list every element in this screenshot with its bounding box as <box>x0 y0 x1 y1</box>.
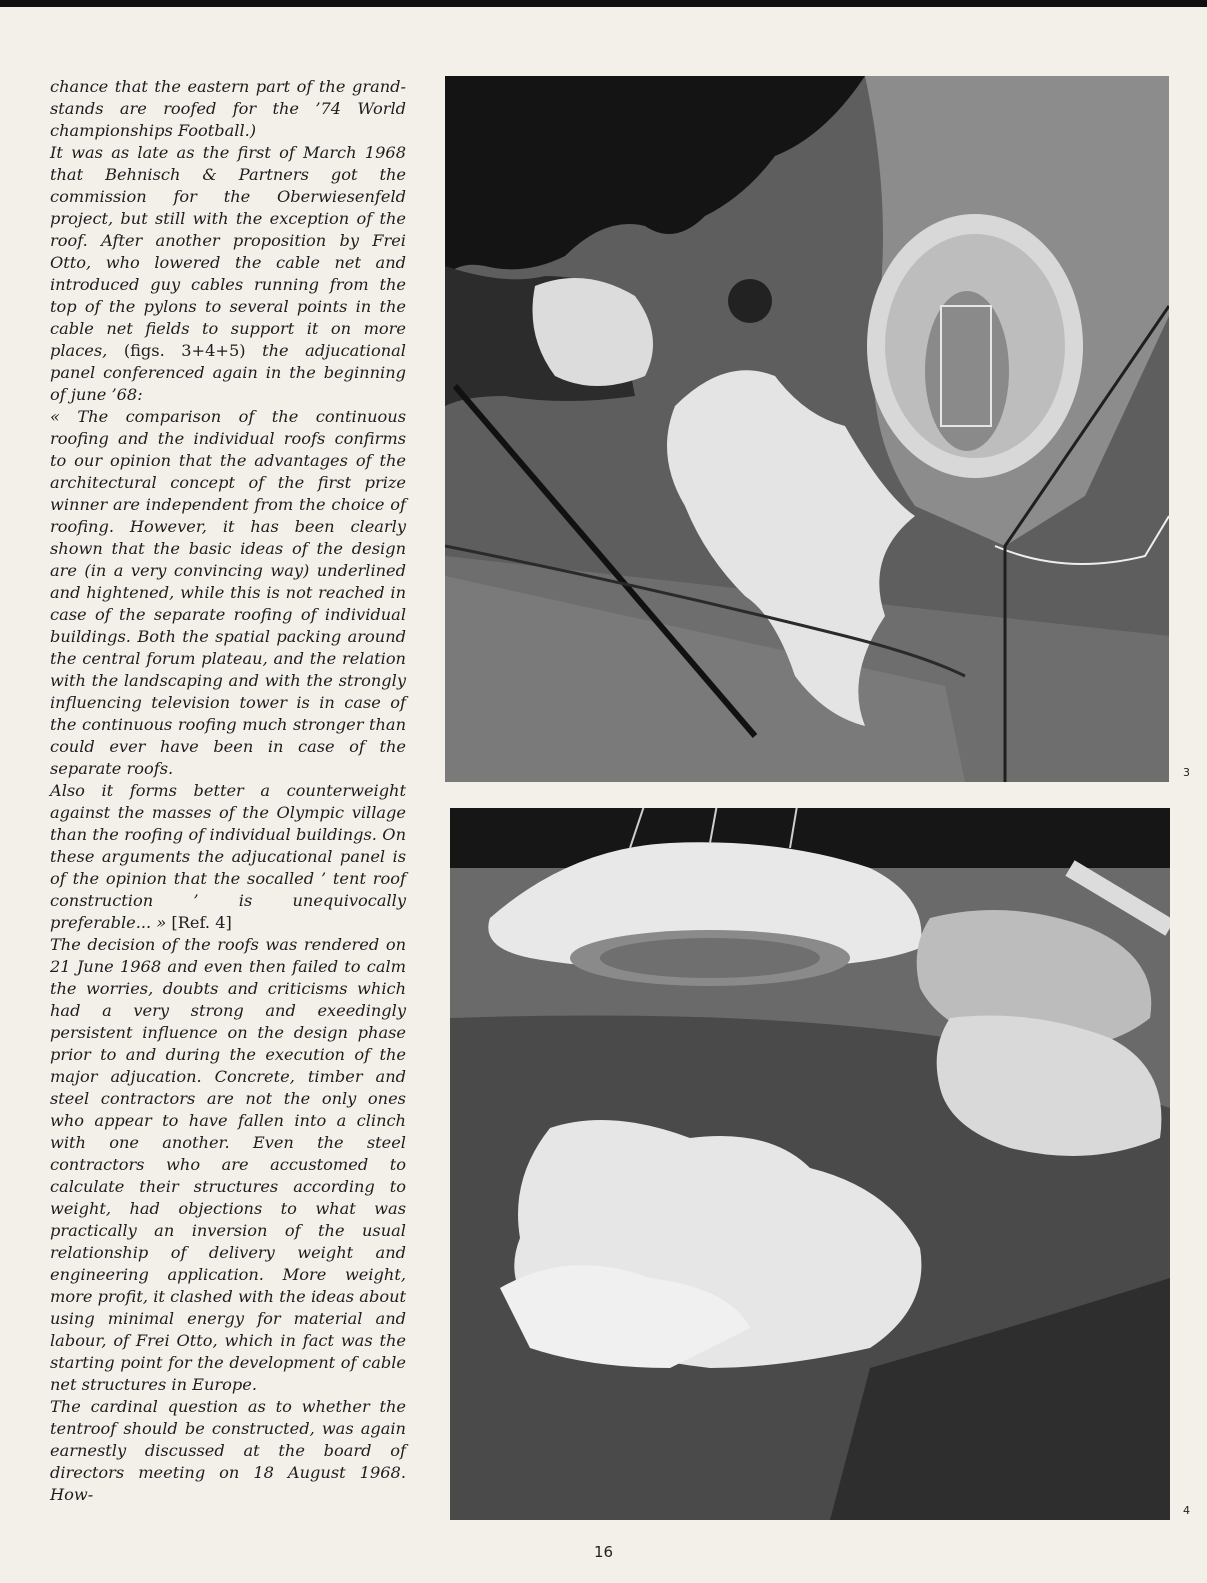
figure-3-aerial-model-photo <box>445 76 1169 782</box>
paragraph-1: chance that the eastern part of the grand-stands are roofed for the ’74 World championships Football.) <box>50 77 406 140</box>
paragraph-cardinal-question: The cardinal question as to whether the tentroof should be constructed, was again earnestly discussed at the board of directors meeting on 18 August 1968. How- <box>50 1397 406 1504</box>
quote-paragraph-2-text: Also it forms better a counterweight against the masses of the Olympic village than the roofing of individual buildings. On these arguments the adjucational panel is of the opinion that the socalled ’ tent roof construction ’ is unequivocally preferable... » <box>50 781 406 932</box>
figure-reference: (figs. 3+4+5) <box>123 341 246 360</box>
page-top-edge <box>0 0 1207 7</box>
paragraph-decision: The decision of the roofs was rendered on 21 June 1968 and even then failed to calm the worries, doubts and criticisms which had a very strong and exeedingly persistent influence on the design phase prior to and during the execution of the major adjucation. Concrete, timber and steel contractors are not the only ones who appear to have fallen into a clinch with one another. Even the steel contractors who are accustomed to calculate their structures according to weight, had objections to what was practically an inversion of the usual relationship of delivery weight and engineering application. More weight, more profit, it clashed with the ideas about using minimal energy for material and labour, of Frei Otto, which in fact was the starting point for the development of cable net structures in Europe. <box>50 935 406 1394</box>
figure-4-number: 4 <box>1183 1504 1190 1517</box>
figure-3-number: 3 <box>1183 766 1190 779</box>
quote-paragraph-2 <box>50 780 406 934</box>
quote-paragraph-1: « The comparison of the continuous roofing and the individual roofs confirms to our opinion that the advantages of the architectural concept of the first prize winner are independent from the choice of roofing. However, it has been clearly shown that the basic ideas of the design are (in a very convincing way) underlined and hightened, while this is not reached in case of the separate roofing of individual buildings. Both the spatial packing around the central forum plateau, and the relation with the landscaping and with the strongly influencing television tower is in case of the continuous roofing much stronger than could ever have been in case of the separate roofs. <box>50 407 406 778</box>
figure-4-perspective-model-photo <box>450 808 1170 1520</box>
page-number: 16 <box>593 1543 614 1561</box>
paragraph-2-continuation: the adjucational panel conferenced again in the beginning of june ’68: <box>50 341 406 404</box>
paragraph-2 <box>50 142 406 406</box>
reference-citation: [Ref. 4] <box>171 913 232 932</box>
paragraph-2-text: It was as late as the first of March 1968 that Behnisch & Partners got the commission for the Oberwiesenfeld project, but still with the exception of the roof. After another proposition by Frei Otto, who lowered the cable net and introduced guy cables running from the top of the pylons to several points in the cable net fields to support it on more places, <box>50 143 406 360</box>
article-text-column <box>50 76 406 1506</box>
